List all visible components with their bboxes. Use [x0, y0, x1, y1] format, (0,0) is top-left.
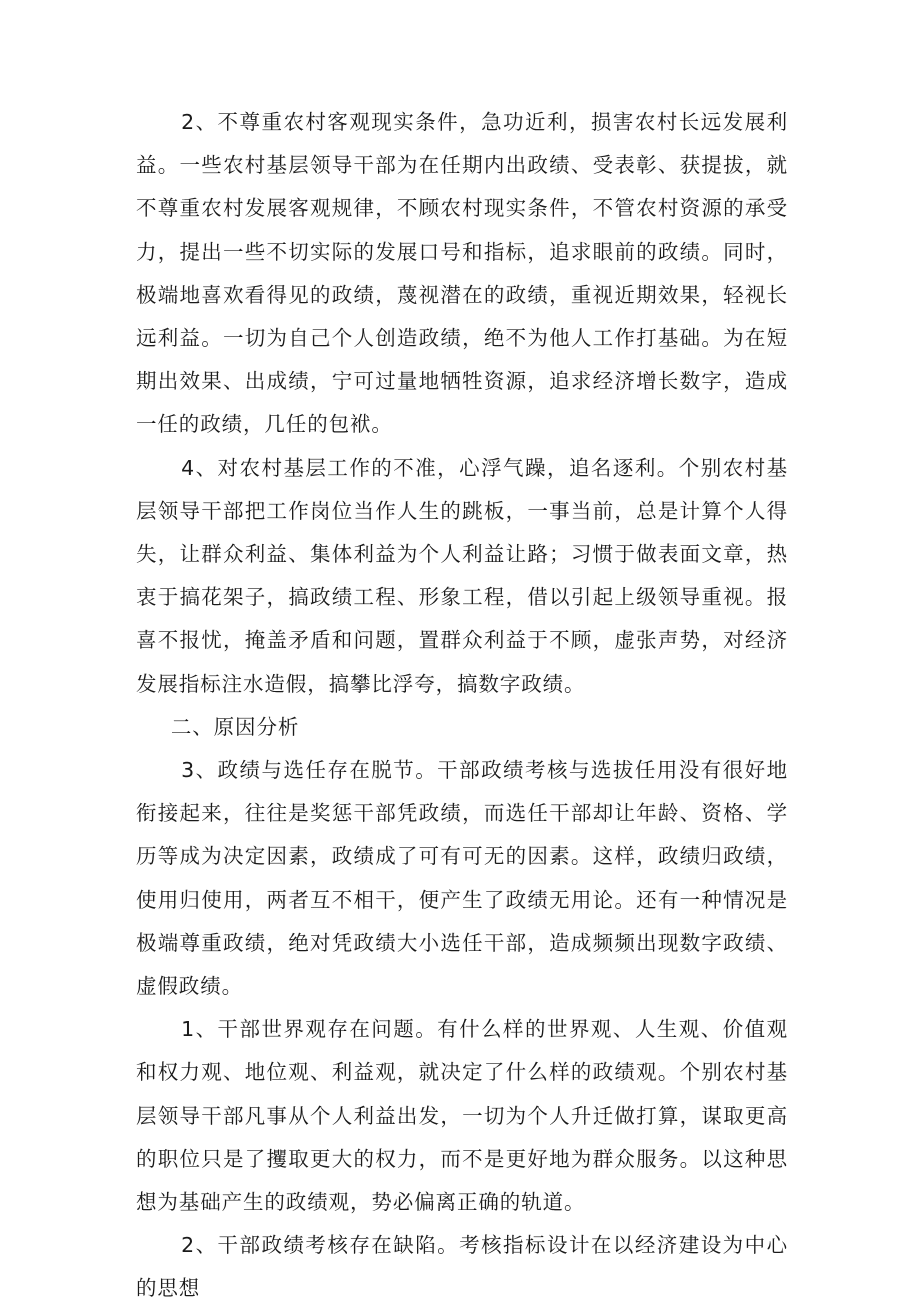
document-body	[136, 101, 788, 1311]
paragraph-rural-work: 4、对农村基层工作的不准，心浮气躁，追名逐利。个别农村基层领导干部把工作岗位当作人生的跳板，一事当前，总是计算个人得失，让群众利益、集体利益为个人利益让路；习惯于做表面文章，热衷于搞花架子，搞政绩工程、形象工程，借以引起上级领导重视。报喜不报忧，掩盖矛盾和问题，置群众利益于不顾，虚张声势，对经济发展指标注水造假，搞攀比浮夸，搞数字政绩。	[136, 455, 788, 696]
paragraph-performance-selection: 3、政绩与选任存在脱节。干部政绩考核与选拔任用没有很好地衔接起来，往往是奖惩干部凭政绩，而选任干部却让年龄、资格、学历等成为决定因素，政绩成了可有可无的因素。这样，政绩归政绩，使用归使用，两者互不相干，便产生了政绩无用论。还有一种情况是极端尊重政绩，绝对凭政绩大小选任干部，造成频频出现数字政绩、虚假政绩。	[136, 758, 788, 999]
paragraph-worldview: 1、干部世界观存在问题。有什么样的世界观、人生观、价值观和权力观、地位观、利益观，就决定了什么样的政绩观。个别农村基层领导干部凡事从个人利益出发，一切为个人升迁做打算，谋取更高的职位只是了攫取更大的权力，而不是更好地为群众服务。以这种思想为基础产生的政绩观，势必偏离正确的轨道。	[136, 1017, 788, 1215]
paragraph-rural-conditions: 2、不尊重农村客观现实条件，急功近利，损害农村长远发展利益。一些农村基层领导干部为在任期内出政绩、受表彰、获提拔，就不尊重农村发展客观规律，不顾农村现实条件，不管农村资源的承受力，提出一些不切实际的发展口号和指标，追求眼前的政绩。同时，极端地喜欢看得见的政绩，蔑视潜在的政绩，重视近期效果，轻视长远利益。一切为自己个人创造政绩，绝不为他人工作打基础。为在短期出效果、出成绩，宁可过量地牺牲资源，追求经济增长数字，造成一任的政绩，几任的包袱。	[136, 110, 788, 437]
paragraph-assessment-defects: 2、干部政绩考核存在缺陷。考核指标设计在以经济建设为中心的思想	[136, 1233, 788, 1301]
section-heading-cause-analysis: 二、原因分析	[170, 714, 300, 739]
